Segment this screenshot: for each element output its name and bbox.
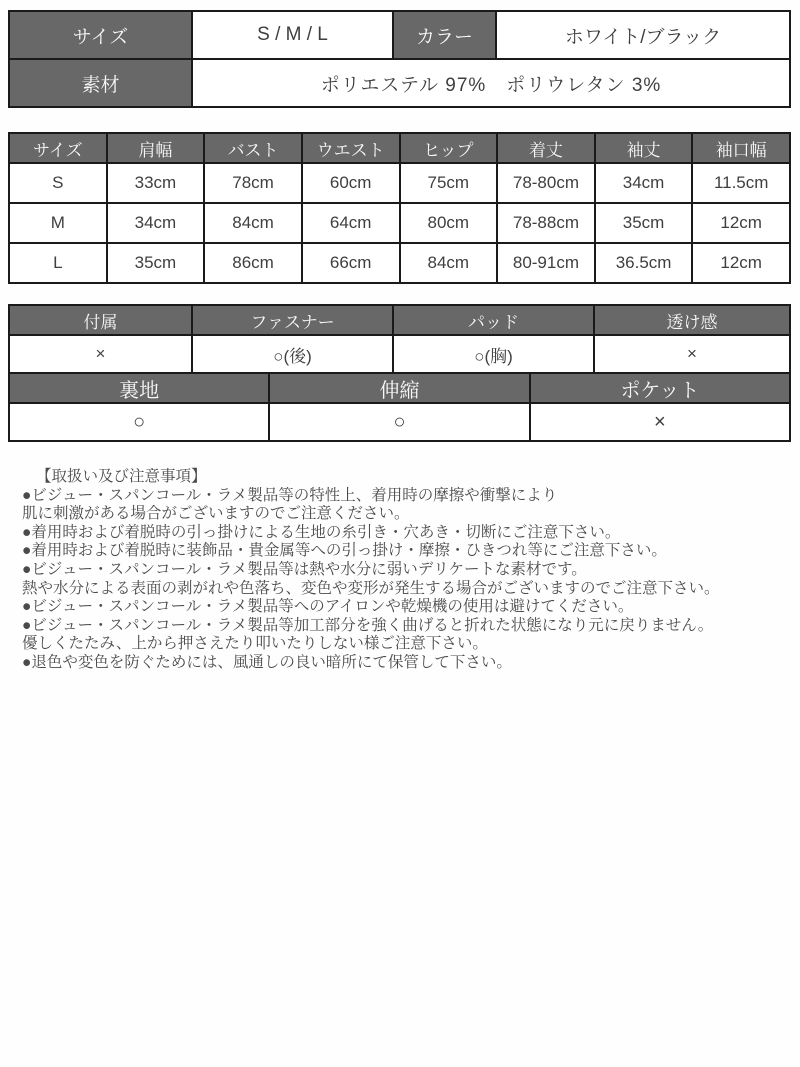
spec-color-value: ホワイト/ブラック xyxy=(497,12,789,58)
feature-header-lining: 裏地 xyxy=(10,374,268,402)
size-s-cuff: 11.5cm xyxy=(693,164,789,202)
size-l-length: 80-91cm xyxy=(498,244,594,282)
care-note-line: ●ビジュー・スパンコール・ラメ製品等加工部分を強く曲げると折れた状態になり元に戻りません。 xyxy=(22,616,714,634)
column-header-sleeve: 袖丈 xyxy=(596,134,692,162)
size-m-length: 78-88cm xyxy=(498,204,594,242)
features-table-bottom xyxy=(8,372,791,442)
measurements-table xyxy=(8,132,791,284)
size-s-hip: 75cm xyxy=(401,164,497,202)
column-header-cuff: 袖口幅 xyxy=(693,134,789,162)
column-header-length: 着丈 xyxy=(498,134,594,162)
size-s-label: S xyxy=(10,164,106,202)
spec-color-header: カラー xyxy=(394,12,495,58)
size-m-bust: 84cm xyxy=(205,204,301,242)
spec-material-header: 素材 xyxy=(10,60,191,106)
feature-value-lining: ○ xyxy=(10,404,268,440)
size-m-hip: 80cm xyxy=(401,204,497,242)
care-note-line: ●ビジュー・スパンコール・ラメ製品等の特性上、着用時の摩擦や衝撃により xyxy=(22,486,558,504)
size-l-bust: 86cm xyxy=(205,244,301,282)
size-l-label: L xyxy=(10,244,106,282)
feature-value-accessory: × xyxy=(10,336,191,372)
size-s-waist: 60cm xyxy=(303,164,399,202)
column-header-hip: ヒップ xyxy=(401,134,497,162)
size-m-cuff: 12cm xyxy=(693,204,789,242)
size-s-shoulder: 33cm xyxy=(108,164,204,202)
size-l-cuff: 12cm xyxy=(693,244,789,282)
column-header-waist: ウエスト xyxy=(303,134,399,162)
size-m-shoulder: 34cm xyxy=(108,204,204,242)
size-s-bust: 78cm xyxy=(205,164,301,202)
care-note-line: ●着用時および着脱時の引っ掛けによる生地の糸引き・穴あき・切断にご注意下さい。 xyxy=(22,523,621,541)
size-l-sleeve: 36.5cm xyxy=(596,244,692,282)
care-note-line: ●着用時および着脱時に装飾品・貴金属等への引っ掛け・摩擦・ひきつれ等にご注意下さい。 xyxy=(22,542,667,560)
size-s-sleeve: 34cm xyxy=(596,164,692,202)
feature-value-stretch: ○ xyxy=(270,404,528,440)
column-header-shoulder: 肩幅 xyxy=(108,134,204,162)
feature-header-pad: パッド xyxy=(394,306,593,334)
care-note-line: 肌に刺激がある場合がございますのでご注意ください。 xyxy=(22,505,410,523)
size-m-sleeve: 35cm xyxy=(596,204,692,242)
size-m-waist: 64cm xyxy=(303,204,399,242)
care-note-line: 熱や水分による表面の剥がれや色落ち、変色や変形が発生する場合がございますのでご注意下さい。 xyxy=(22,579,720,597)
size-l-shoulder: 35cm xyxy=(108,244,204,282)
size-s-length: 78-80cm xyxy=(498,164,594,202)
care-note-line: ●退色や変色を防ぐためには、風通しの良い暗所にて保管して下さい。 xyxy=(22,653,512,671)
care-note-line: ●ビジュー・スパンコール・ラメ製品等へのアイロンや乾燥機の使用は避けてください。 xyxy=(22,598,634,616)
feature-value-pocket: × xyxy=(531,404,789,440)
spec-size-value: S / M / L xyxy=(193,12,392,58)
care-notes-title: 【取扱い及び注意事項】 xyxy=(36,468,207,485)
size-m-label: M xyxy=(10,204,106,242)
column-header-bust: バスト xyxy=(205,134,301,162)
care-note-line: ●ビジュー・スパンコール・ラメ製品等は熱や水分に弱いデリケートな素材です。 xyxy=(22,560,587,578)
feature-header-sheerness: 透け感 xyxy=(595,306,789,334)
care-note-line: 優しくたたみ、上から押さえたり叩いたりしない様ご注意下さい。 xyxy=(22,635,488,653)
spec-size-header: サイズ xyxy=(10,12,191,58)
spec-table xyxy=(8,10,791,108)
feature-value-pad: ○(胸) xyxy=(394,336,593,372)
feature-value-fastener: ○(後) xyxy=(193,336,392,372)
features-table-top xyxy=(8,304,791,374)
spec-material-value: ポリエステル 97% ポリウレタン 3% xyxy=(193,60,789,106)
size-l-waist: 66cm xyxy=(303,244,399,282)
feature-header-accessory: 付属 xyxy=(10,306,191,334)
care-notes xyxy=(8,468,791,673)
column-header-size: サイズ xyxy=(10,134,106,162)
feature-header-pocket: ポケット xyxy=(531,374,789,402)
feature-header-fastener: ファスナー xyxy=(193,306,392,334)
size-l-hip: 84cm xyxy=(401,244,497,282)
feature-header-stretch: 伸縮 xyxy=(270,374,528,402)
feature-value-sheerness: × xyxy=(595,336,789,372)
